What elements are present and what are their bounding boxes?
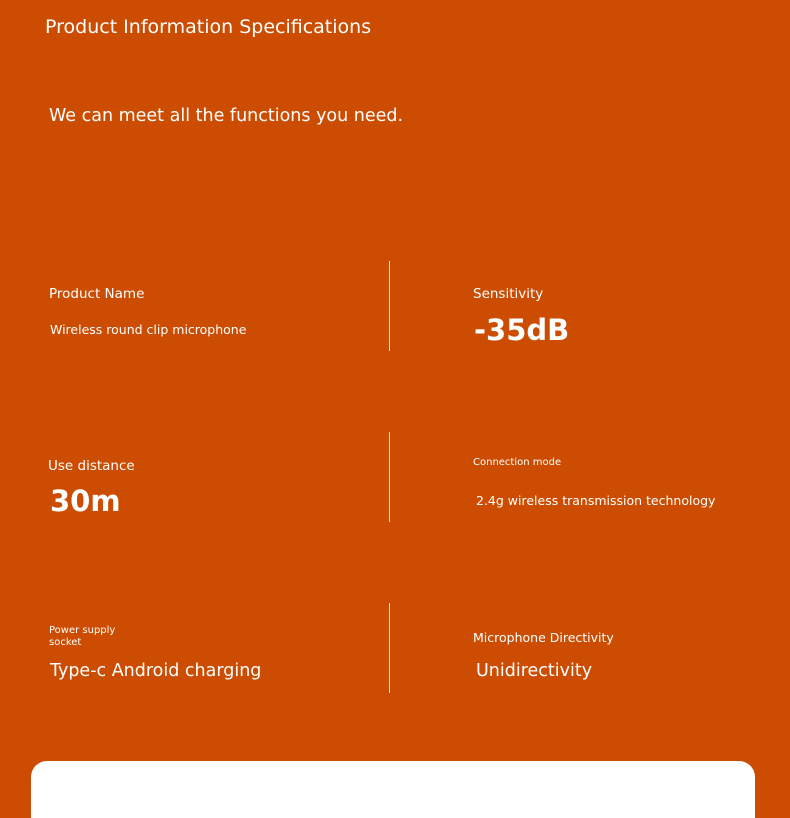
page-subtitle: We can meet all the functions you need. <box>49 106 404 126</box>
sensitivity-label: Sensitivity <box>473 286 544 302</box>
product-name-value: Wireless round clip microphone <box>50 322 247 337</box>
row-3-divider <box>389 603 390 693</box>
page-title: Product Information Specifications <box>45 16 372 38</box>
row-2-divider <box>389 432 390 522</box>
power-supply-label: Power supply socket <box>49 625 116 648</box>
directivity-value: Unidirectivity <box>476 661 593 681</box>
directivity-label: Microphone Directivity <box>473 630 614 645</box>
connection-mode-label: Connection mode <box>473 457 562 468</box>
connection-mode-value: 2.4g wireless transmission technology <box>476 493 716 508</box>
power-supply-value: Type-c Android charging <box>50 661 262 681</box>
bottom-card <box>31 761 755 818</box>
sensitivity-value: -35dB <box>474 313 570 347</box>
row-1-divider <box>389 261 390 351</box>
use-distance-label: Use distance <box>48 458 135 474</box>
use-distance-value: 30m <box>50 484 121 518</box>
product-name-label: Product Name <box>49 286 145 302</box>
